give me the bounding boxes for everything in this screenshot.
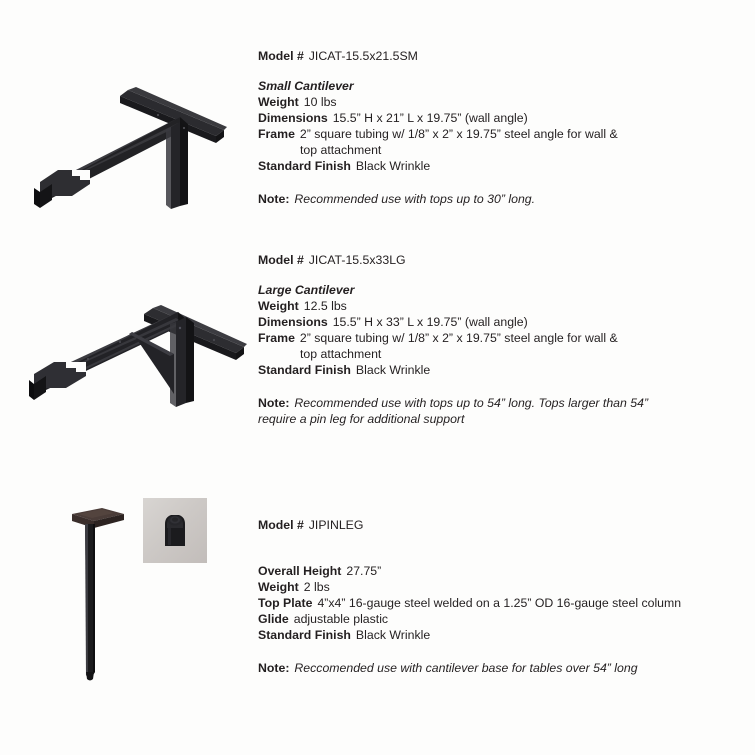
note-label: Note: bbox=[258, 396, 290, 410]
note-label: Note: bbox=[258, 661, 290, 675]
pin-leg-specs bbox=[258, 517, 748, 676]
spec-frame-value: 2” square tubing w/ 1/8” x 2” x 19.75” steel angle for wall & bbox=[299, 127, 618, 141]
pin-leg-figure bbox=[58, 506, 138, 701]
spacer bbox=[258, 378, 748, 395]
spec-standard-finish-value: Black Wrinkle bbox=[355, 628, 431, 642]
spec-weight-label: Weight bbox=[258, 580, 299, 594]
large-cantilever-specs bbox=[258, 252, 748, 427]
large-cantilever-bracket-figure bbox=[28, 290, 253, 415]
spec-standard-finish-label: Standard Finish bbox=[258, 159, 351, 173]
spec-frame-continuation: top attachment bbox=[300, 347, 382, 361]
spec-standard-finish-label: Standard Finish bbox=[258, 628, 351, 642]
spec-standard-finish bbox=[258, 158, 748, 174]
spec-glide bbox=[258, 611, 748, 627]
spec-standard-finish-value: Black Wrinkle bbox=[355, 159, 431, 173]
model-number-line bbox=[258, 517, 748, 533]
spec-weight-value: 2 lbs bbox=[303, 580, 330, 594]
spec-standard-finish-value: Black Wrinkle bbox=[355, 363, 431, 377]
product-block-small-cantilever bbox=[0, 48, 755, 238]
spacer bbox=[258, 643, 748, 660]
spec-frame-continuation: top attachment bbox=[300, 143, 382, 157]
spec-weight bbox=[258, 298, 748, 314]
spec-top-plate-label: Top Plate bbox=[258, 596, 313, 610]
product-title: Small Cantilever bbox=[258, 79, 354, 93]
spec-weight bbox=[258, 579, 748, 595]
spec-overall-height-label: Overall Height bbox=[258, 564, 342, 578]
product-block-large-cantilever bbox=[0, 252, 755, 462]
note-value: Recommended use with tops up to 30” long. bbox=[294, 192, 536, 206]
model-number-value: JICAT-15.5x21.5SM bbox=[308, 49, 418, 63]
product-note bbox=[258, 660, 748, 676]
spec-dimensions bbox=[258, 110, 748, 126]
spec-glide-value: adjustable plastic bbox=[293, 612, 389, 626]
spec-frame-label: Frame bbox=[258, 331, 295, 345]
model-number-value: JICAT-15.5x33LG bbox=[308, 253, 406, 267]
spec-overall-height-value: 27.75” bbox=[346, 564, 382, 578]
model-number-label: Model # bbox=[258, 253, 304, 267]
product-note bbox=[258, 395, 748, 427]
adjustable-plastic-glide-inset bbox=[143, 498, 207, 563]
spec-frame-label: Frame bbox=[258, 127, 295, 141]
note-label: Note: bbox=[258, 192, 290, 206]
spacer bbox=[258, 533, 748, 563]
product-title: Large Cantilever bbox=[258, 283, 355, 297]
model-number-line bbox=[258, 252, 748, 268]
spec-weight-label: Weight bbox=[258, 299, 299, 313]
small-cantilever-bracket-photo bbox=[28, 84, 243, 209]
spec-frame-value: 2” square tubing w/ 1/8” x 2” x 19.75” steel angle for wall & bbox=[299, 331, 618, 345]
spec-dimensions-label: Dimensions bbox=[258, 111, 328, 125]
spec-dimensions-value: 15.5” H x 21” L x 19.75” (wall angle) bbox=[332, 111, 528, 125]
spec-dimensions bbox=[258, 314, 748, 330]
spec-weight bbox=[258, 94, 748, 110]
spec-weight-value: 12.5 lbs bbox=[303, 299, 347, 313]
pin-leg-photo bbox=[58, 506, 138, 696]
model-number-value: JIPINLEG bbox=[308, 518, 364, 532]
note-value: Recommended use with tops up to 54” long. Tops larger than 54” bbox=[294, 396, 649, 410]
spacer bbox=[258, 268, 748, 282]
model-number-label: Model # bbox=[258, 518, 304, 532]
adjustable-plastic-glide-photo bbox=[162, 512, 188, 548]
spec-standard-finish bbox=[258, 627, 748, 643]
model-number-line bbox=[258, 48, 748, 64]
spec-frame bbox=[258, 330, 748, 346]
product-note bbox=[258, 191, 748, 207]
spec-overall-height bbox=[258, 563, 748, 579]
model-number-label: Model # bbox=[258, 49, 304, 63]
small-cantilever-specs bbox=[258, 48, 748, 207]
spec-standard-finish-label: Standard Finish bbox=[258, 363, 351, 377]
spec-dimensions-value: 15.5” H x 33” L x 19.75” (wall angle) bbox=[332, 315, 528, 329]
spec-weight-label: Weight bbox=[258, 95, 299, 109]
note-value: Reccomended use with cantilever base for tables over 54” long bbox=[294, 661, 638, 675]
spec-glide-label: Glide bbox=[258, 612, 289, 626]
spec-standard-finish bbox=[258, 362, 748, 378]
note-value-line2: require a pin leg for additional support bbox=[258, 412, 465, 426]
spec-dimensions-label: Dimensions bbox=[258, 315, 328, 329]
spec-top-plate-value: 4”x4” 16-gauge steel welded on a 1.25” OD 16-gauge steel column bbox=[317, 596, 682, 610]
product-block-pin-leg bbox=[0, 490, 755, 705]
spacer bbox=[258, 64, 748, 78]
spacer bbox=[258, 174, 748, 191]
spec-weight-value: 10 lbs bbox=[303, 95, 337, 109]
spec-frame bbox=[258, 126, 748, 142]
large-cantilever-bracket-photo bbox=[28, 290, 253, 410]
small-cantilever-bracket-figure bbox=[28, 84, 243, 214]
spec-top-plate bbox=[258, 595, 748, 611]
